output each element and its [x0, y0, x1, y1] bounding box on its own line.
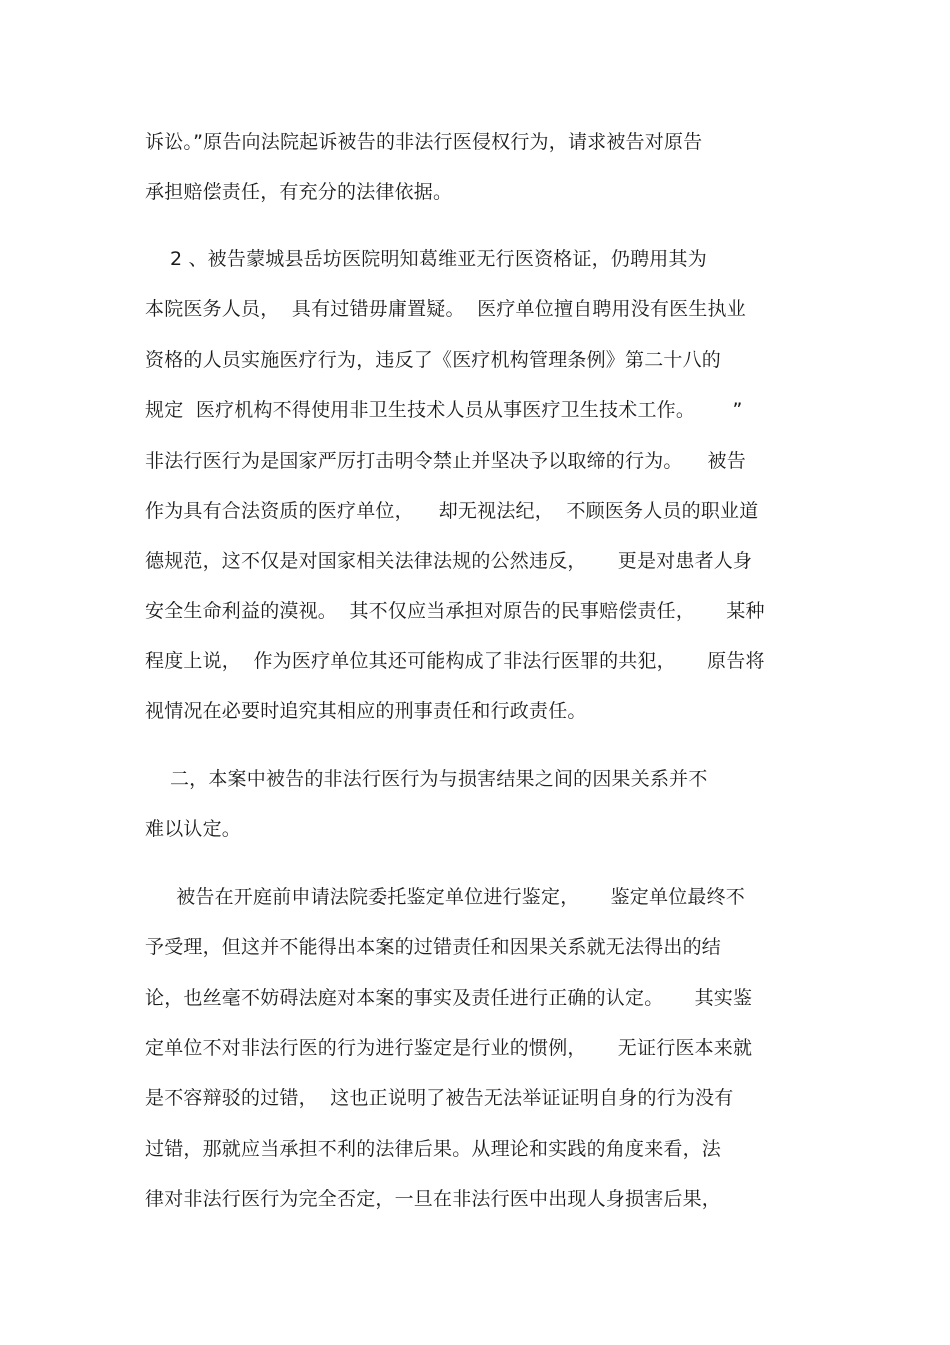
text-line: 规定 医疗机构不得使用非卫生技术人员从事医疗卫生技术工作。 ”: [145, 399, 743, 421]
text-line: 过错，那就应当承担不利的法律后果。从理论和实践的角度来看，法: [145, 1138, 722, 1160]
text-line: 律对非法行医行为完全否定，一旦在非法行医中出现人身损害后果，: [145, 1188, 722, 1210]
text-line: 视情况在必要时追究其相应的刑事责任和行政责任。: [145, 700, 587, 722]
text-line: 非法行医行为是国家严厉打击明令禁止并坚决予以取缔的行为。 被告: [145, 450, 746, 472]
text-line: 诉讼。”原告向法院起诉被告的非法行医侵权行为，请求被告对原告: [145, 131, 703, 153]
text-line: 本院医务人员， 具有过错毋庸置疑。 医疗单位擅自聘用没有医生执业: [145, 298, 746, 320]
section-heading-line: 难以认定。: [145, 818, 242, 840]
text-line: 资格的人员实施医疗行为，违反了《医疗机构管理条例》第二十八的: [145, 349, 722, 371]
text-line: 予受理，但这并不能得出本案的过错责任和因果关系就无法得出的结: [145, 936, 722, 958]
text-line: 被告在开庭前申请法院委托鉴定单位进行鉴定， 鉴定单位最终不: [145, 886, 745, 908]
text-line: 作为具有合法资质的医疗单位， 却无视法纪， 不顾医务人员的职业道: [145, 500, 759, 522]
text-line: 论，也丝毫不妨碍法庭对本案的事实及责任进行正确的认定。 其实鉴: [145, 987, 753, 1009]
text-line: 定单位不对非法行医的行为进行鉴定是行业的惯例， 无证行医本来就: [145, 1037, 753, 1059]
text-line: 是不容辩驳的过错， 这也正说明了被告无法举证证明自身的行为没有: [145, 1087, 734, 1109]
text-line: 德规范，这不仅是对国家相关法律法规的公然违反， 更是对患者人身: [145, 550, 753, 572]
text-line: 承担赔偿责任，有充分的法律依据。: [145, 181, 453, 203]
text-line: 安全生命利益的漠视。 其不仅应当承担对原告的民事赔偿责任， 某种: [145, 600, 765, 622]
text-line: 2 、被告蒙城县岳坊医院明知葛维亚无行医资格证，仍聘用其为: [145, 248, 707, 270]
section-heading-line: 二，本案中被告的非法行医行为与损害结果之间的因果关系并不: [145, 768, 708, 790]
text-line: 程度上说， 作为医疗单位其还可能构成了非法行医罪的共犯， 原告将: [145, 650, 765, 672]
